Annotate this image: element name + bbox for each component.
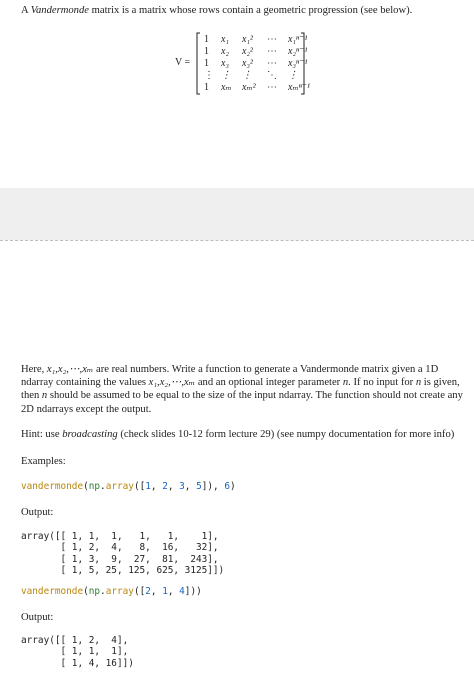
desc-text: are real numbers. Write a function to generate a Vandermonde matrix given a 1D [93,364,439,375]
matrix-cell: xₘ² [242,82,256,93]
desc-text: 2D ndarrays except the output. [21,403,152,415]
intro-paragraph [21,4,471,17]
example2-output-label: Output: [21,612,54,623]
matrix-cell: x₂² [242,46,253,57]
intro-term: Vandermonde [30,5,89,16]
desc-n: n [41,390,48,402]
hint-paragraph [21,428,469,441]
examples-label: Examples: [21,456,66,467]
matrix-cell: 1 [204,34,209,45]
matrix-cell: ⋮ [221,70,231,81]
desc-text: . If no input for [348,377,416,389]
example1-output-label: Output: [21,507,54,518]
matrix-cell: ⋯ [267,58,277,69]
matrix-cell: xₘ [221,82,232,93]
matrix-cell: x₁ [221,34,229,45]
matrix-cell: x₁ⁿ⁻¹ [288,34,308,45]
desc-text: and an optional integer parameter [195,377,343,389]
matrix-cell: 1 [204,82,209,93]
intro-prefix: A [21,5,31,16]
desc-text: should be assumed to be equal to the size of the input ndarray. The function should not create any [47,390,463,402]
matrix-cell: ⋱ [267,70,277,81]
matrix-cells [204,34,310,93]
matrix-cell: ⋯ [267,82,277,93]
matrix-cell: 1 [204,58,209,69]
hint-rest: (check slides 10-12 form lecture 29) (see numpy documentation for more info) [117,429,455,440]
matrix-cell: x₂ [221,46,229,57]
desc-n: n [415,377,422,389]
desc-n: n [342,377,349,389]
example1-code: vandermonde(np.array([1, 2, 3, 5]), 6) [21,481,236,492]
intro-rest: matrix is a matrix whose rows contain a geometric progression (see below). [88,5,413,16]
matrix-cell: ⋮ [288,70,298,81]
matrix-lhs: V = [175,57,191,68]
hint-prefix: Hint: use [21,429,63,440]
matrix-cell: x₃² [242,58,253,69]
example2-code: vandermonde(np.array([2, 1, 4])) [21,586,202,597]
desc-text: then [21,390,42,402]
description-paragraph [21,363,469,416]
matrix-cell: x₃ⁿ⁻¹ [288,58,308,69]
desc-vars: x₁,x₂,⋯,xₘ [46,364,94,375]
gray-input-area [0,188,474,240]
matrix-cell: xₘⁿ⁻¹ [288,82,310,93]
desc-vars: x₁,x₂,⋯,xₘ [148,377,196,389]
matrix-left-bracket [197,33,200,94]
matrix-cell: ⋯ [267,46,277,57]
dashed-divider [0,240,474,241]
hint-term: broadcasting [62,429,118,440]
desc-text: is given, [421,377,460,389]
vandermonde-matrix [175,31,315,97]
matrix-cell: x₁² [242,34,253,45]
example1-output: array([[ 1, 1, 1, 1, 1, 1], [ 1, 2, 4, 8, 16, 32], [ 1, 3, 9, 27, 81, 243], [ 1, 5, 25, 125, 625, 3125]]) [21,531,225,577]
matrix-cell: x₃ [221,58,229,69]
matrix-cell: ⋯ [267,34,277,45]
desc-text: Here, [21,364,47,375]
example2-output: array([[ 1, 2, 4], [ 1, 1, 1], [ 1, 4, 16]]) [21,635,134,669]
matrix-cell: 1 [204,46,209,57]
desc-text: ndarray containing the values [21,377,149,389]
matrix-cell: ⋮ [204,70,214,81]
matrix-cell: ⋮ [242,70,252,81]
matrix-cell: x₂ⁿ⁻¹ [288,46,308,57]
